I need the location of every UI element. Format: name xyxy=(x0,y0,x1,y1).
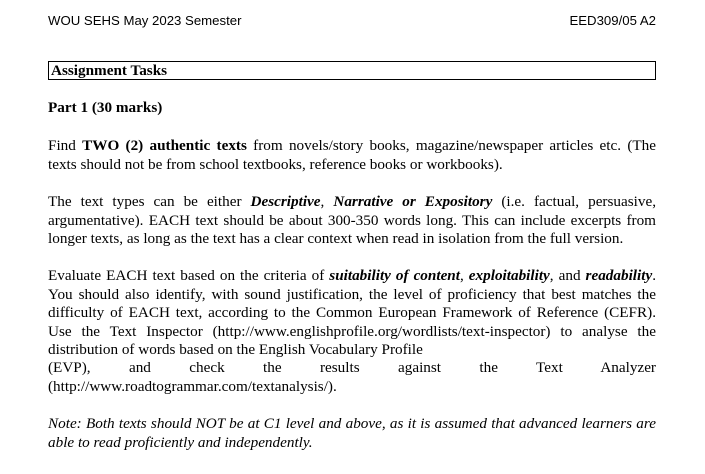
para3-text-1: Evaluate EACH text based on the criteria of xyxy=(48,267,330,285)
para1-bold-1: TWO (2) authentic texts xyxy=(82,137,247,155)
section-title-box xyxy=(48,61,656,80)
para1-text-2: from novels/story books, magazine/newspaper articles etc. (The texts should not be from school textbooks, reference books or workbooks). xyxy=(48,137,656,173)
para3-text-2: , xyxy=(459,267,469,285)
para2-text-3: (i.e. factual, persuasive, argumentative). EACH text should be about 300-350 words long. This can include excerpts from longer texts, as long as the text has a clear context when read in isolation from the full version. xyxy=(48,193,656,248)
para2-text-1: The text types can be either xyxy=(48,193,251,211)
part-title: Part 1 (30 marks) xyxy=(48,99,163,116)
para3-emphasis-3: readability xyxy=(585,267,653,285)
note-text: Note: Both texts should NOT be at C1 level and above, as it is assumed that advanced learners are able to read proficiently and independently. xyxy=(48,415,656,451)
para2-emphasis-1: Descriptive xyxy=(250,193,321,211)
paragraph-text-selection xyxy=(48,137,656,174)
para3-emphasis-2: exploitability xyxy=(468,267,550,285)
para1-text-1: Find xyxy=(48,137,83,155)
header-course-semester: WOU SEHS May 2023 Semester xyxy=(48,12,242,28)
paragraph-text-types xyxy=(48,193,656,248)
para3-line-url: (http://www.roadtogrammar.com/textanalysis/). xyxy=(48,377,337,395)
header-course-code: EED309/05 A2 xyxy=(569,12,656,28)
para3-emphasis-1: suitability of content xyxy=(329,267,460,285)
page-header xyxy=(48,10,656,30)
document-body xyxy=(48,61,656,452)
para3-text-3: , and xyxy=(549,267,586,285)
section-title: Assignment Tasks xyxy=(51,62,168,79)
para3-line-evp: (EVP), and check the results against the Text Analyzer xyxy=(48,359,656,377)
para2-text-2: , xyxy=(320,193,334,211)
paragraph-evaluation xyxy=(48,267,656,396)
para3-text-4: . You should also identify, with sound justification, the level of proficiency that best matches the difficulty of EACH text, according to the Common European Framework of Reference (CEFR). Use the Text Inspector (http://www.englishprofile.org/wordlists/text-inspector) to analyse the distribution of words based on the English Vocabulary Profile xyxy=(48,267,656,359)
para2-emphasis-2: Narrative or Expository xyxy=(333,193,493,211)
